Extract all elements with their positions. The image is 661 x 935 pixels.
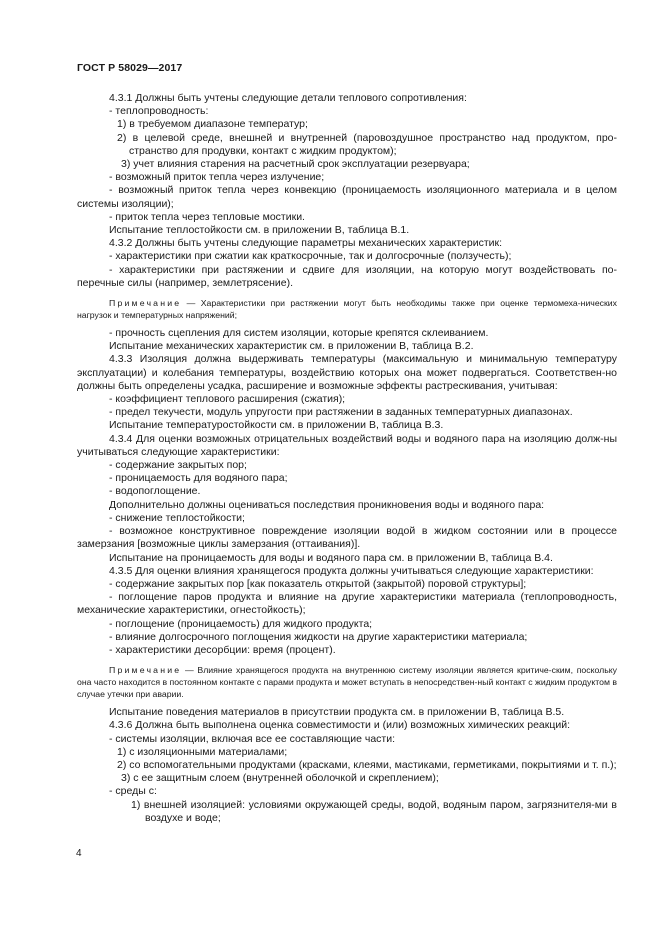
body-paragraph: 4.3.5 Для оценки влияния хранящегося продукта должны учитываться следующие характеристики: xyxy=(109,564,594,577)
body-paragraph: - содержание закрытых пор [как показатель открытой (закрытой) поровой структуры]; xyxy=(109,577,527,590)
document-body xyxy=(77,92,617,825)
body-paragraph: 4.3.6 Должна быть выполнена оценка совместимости и (или) возможных химических реакций: xyxy=(109,719,571,732)
body-paragraph: - системы изоляции, включая все ее составляющие части: xyxy=(109,732,396,745)
body-paragraph: 2) со вспомогательными продуктами (красками, клеями, мастиками, герметиками, покрытиями и т. п.); xyxy=(117,758,617,771)
body-paragraph: Испытание механических характеристик см. в приложении В, таблица В.2. xyxy=(109,340,474,353)
body-paragraph: - среды с: xyxy=(109,785,157,798)
body-paragraph: Дополнительно должны оцениваться последствия проникновения воды и водяного пара: xyxy=(109,498,545,511)
body-paragraph: Испытание на проницаемость для воды и водяного пара см. в приложении В, таблица В.4. xyxy=(109,551,553,564)
note-label: Примечание xyxy=(109,665,182,676)
note-label: Примечание xyxy=(109,298,182,309)
body-paragraph: 1) внешней изоляцией: условиями окружающей среды, водой, водяным паром, загрязнителя-ми в воздухе и воде; xyxy=(131,798,617,824)
body-paragraph: - снижение теплостойкости; xyxy=(109,511,245,524)
body-paragraph: Испытание поведения материалов в присутствии продукта см. в приложении В, таблица В.5. xyxy=(109,706,565,719)
body-paragraph: 3) с ее защитным слоем (внутренней оболочкой и скреплением); xyxy=(121,772,439,785)
body-paragraph: Испытание теплостойкости см. в приложении В, таблица В.1. xyxy=(109,224,410,237)
body-paragraph: 4.3.4 Для оценки возможных отрицательных воздействий воды и водяного пара на изоляцию долж-ны учитываться следующие характеристики: xyxy=(77,432,617,458)
body-paragraph: - характеристики при сжатии как краткосрочные, так и долгосрочные (ползучесть); xyxy=(109,250,512,263)
note-text: — Характеристики при растяжении могут быть необходимы также при оценке термомеха-нических нагрузок и температурных напряжений; xyxy=(77,298,617,321)
body-paragraph: - возможный приток тепла через излучение; xyxy=(109,171,325,184)
body-paragraph: - возможный приток тепла через конвекцию (проницаемость изоляционного материала и в целом системы изоляции); xyxy=(77,184,617,210)
body-paragraph: - характеристики десорбции: время (процент). xyxy=(109,643,336,656)
body-paragraph: - приток тепла через тепловые мостики. xyxy=(109,210,305,223)
body-paragraph: - водопоглощение. xyxy=(109,485,201,498)
body-paragraph: - влияние долгосрочного поглощения жидкости на другие характеристики материала; xyxy=(109,630,528,643)
body-paragraph: - теплопроводность: xyxy=(109,105,209,118)
body-paragraph: 1) в требуемом диапазоне температур; xyxy=(117,118,308,131)
page-number: 4 xyxy=(76,848,82,859)
body-paragraph: - коэффициент теплового расширения (сжатия); xyxy=(109,393,346,406)
body-paragraph: Испытание температуростойкости см. в приложении В, таблица В.3. xyxy=(109,419,444,432)
body-paragraph: - поглощение (проницаемость) для жидкого продукта; xyxy=(109,617,373,630)
body-paragraph: 2) в целевой среде, внешней и внутренней (паровоздушное пространство над продуктом, про-странство для продувки, контакт с жидким продуктом); xyxy=(117,131,617,157)
note-paragraph xyxy=(77,664,617,700)
note-text: — Влияние хранящегося продукта на внутреннюю систему изоляции является критиче-ским, поскольку она часто находится в постоянном контакте с парами продукта и может вступать в непосредствен-ный контакт с жидким продуктом в случае утечки при аварии. xyxy=(77,665,617,700)
note-paragraph xyxy=(77,297,617,321)
document-header: ГОСТ Р 58029—2017 xyxy=(77,62,183,74)
body-paragraph: - проницаемость для водяного пара; xyxy=(109,472,288,485)
body-paragraph: 1) с изоляционными материалами; xyxy=(117,745,288,758)
body-paragraph: - содержание закрытых пор; xyxy=(109,459,247,472)
body-paragraph: 4.3.2 Должны быть учтены следующие параметры механических характеристик: xyxy=(109,237,503,250)
body-paragraph: - поглощение паров продукта и влияние на другие характеристики материала (теплопроводность, механические характеристики, огнестойкость); xyxy=(77,591,617,617)
body-paragraph: 4.3.1 Должны быть учтены следующие детали теплового сопротивления: xyxy=(109,92,467,104)
body-paragraph: - характеристики при растяжении и сдвиге для изоляции, на которую могут воздействовать по-перечные силы (например, землетрясение). xyxy=(77,263,617,289)
body-paragraph: 4.3.3 Изоляция должна выдерживать температуры (максимальную и минимальную температуру эксплуатации) и колебания температуры, воздействию которых она может подвергаться. Соответствен-но должны быть определены усадка, расширение и возможные эффекты растрескивания, учитывая: xyxy=(77,353,617,392)
body-paragraph: - возможное конструктивное повреждение изоляции водой в жидком состоянии или в процессе замерзания [возможные циклы замерзания (оттаивания)]. xyxy=(77,525,617,551)
body-paragraph: - предел текучести, модуль упругости при растяжении в заданных температурных диапазонах. xyxy=(109,406,573,419)
body-paragraph: - прочность сцепления для систем изоляции, которые крепятся склеиванием. xyxy=(109,327,489,340)
body-paragraph: 3) учет влияния старения на расчетный срок эксплуатации резервуара; xyxy=(121,158,470,171)
